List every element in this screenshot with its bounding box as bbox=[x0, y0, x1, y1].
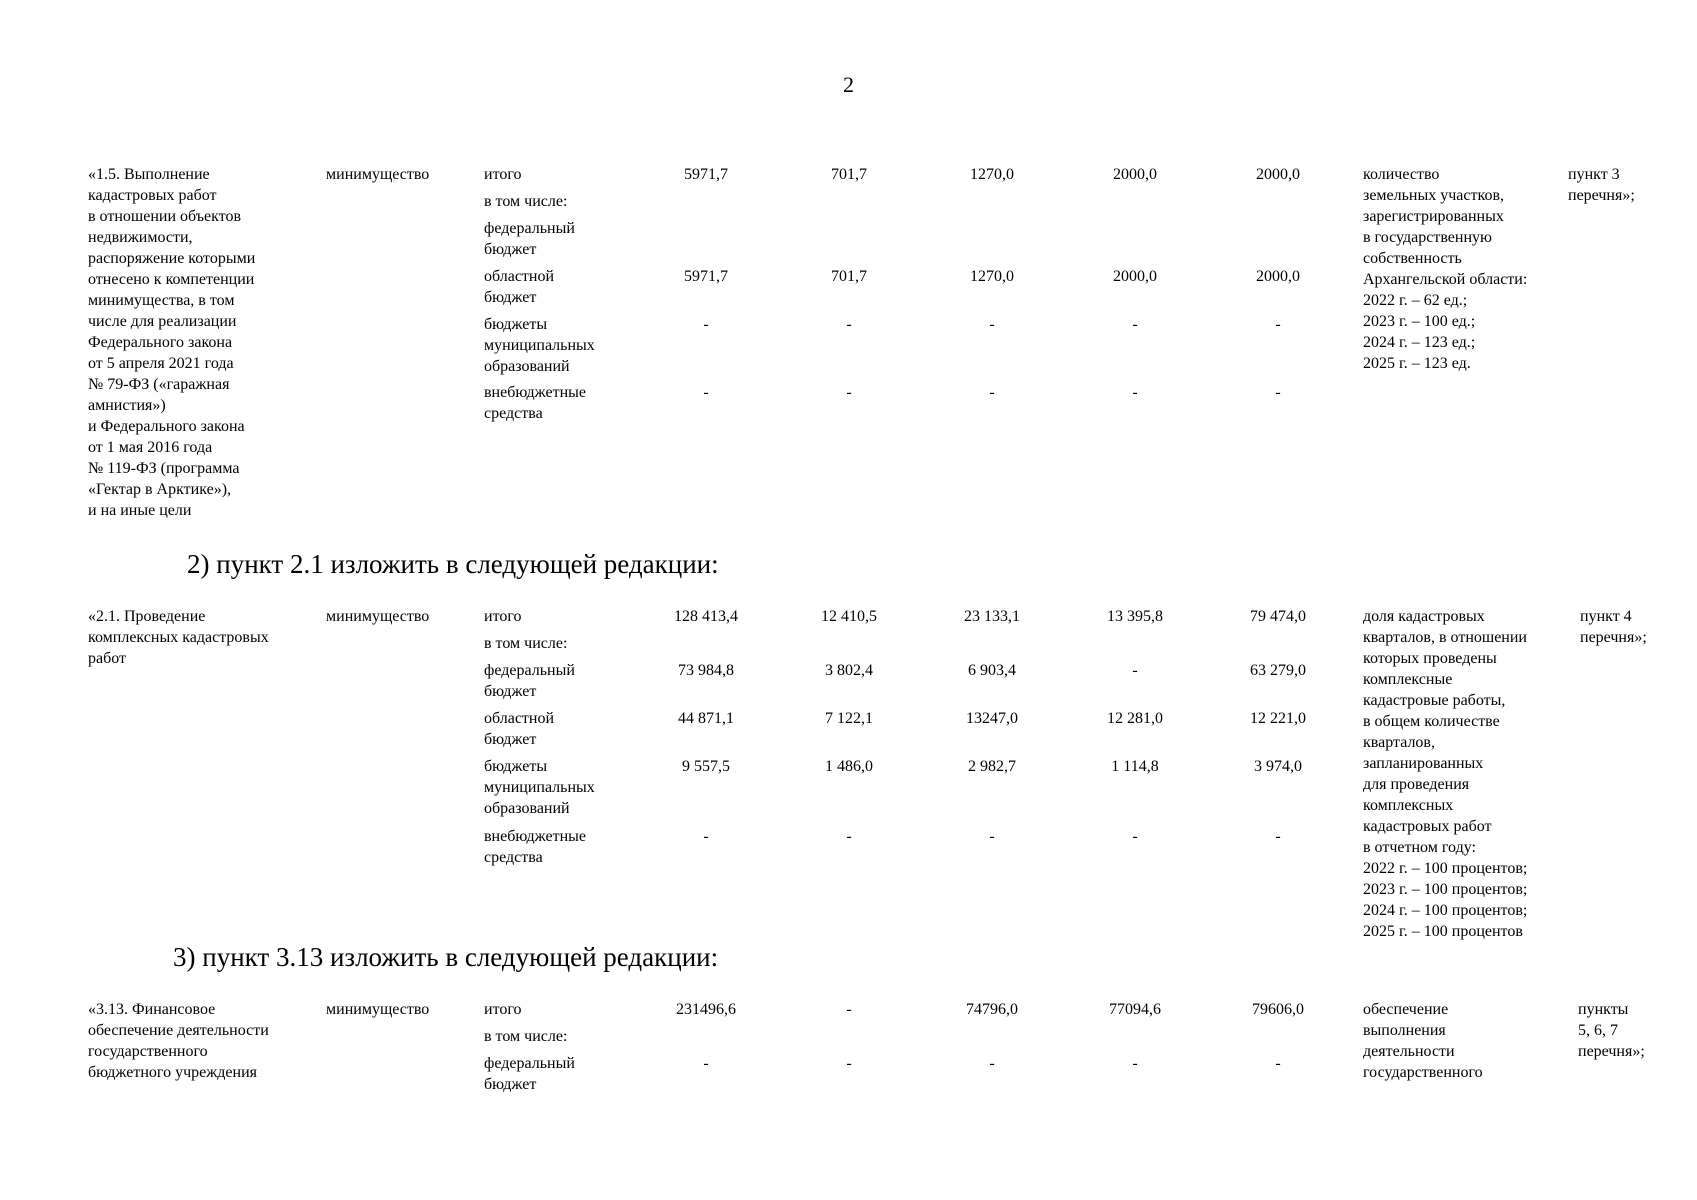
funding-value: 1270,0 bbox=[970, 166, 1014, 183]
indicator-line: кварталов, bbox=[1363, 734, 1435, 751]
list-reference-line: пункты bbox=[1578, 1001, 1629, 1018]
funding-value: 3 802,4 bbox=[825, 662, 873, 679]
funding-value: 79 474,0 bbox=[1250, 608, 1306, 625]
measure-name-line: «3.13. Финансовое bbox=[88, 1001, 216, 1018]
funding-source-line: внебюджетные bbox=[484, 384, 586, 401]
funding-value: - bbox=[989, 316, 995, 333]
measure-name-line: государственного bbox=[88, 1043, 208, 1060]
indicator-line: 2022 г. – 100 процентов; bbox=[1363, 860, 1528, 877]
indicator-line: кварталов, в отношении bbox=[1363, 629, 1527, 646]
indicator-line: деятельности bbox=[1363, 1043, 1455, 1060]
funding-source-line: муниципальных bbox=[484, 337, 595, 354]
funding-value: - bbox=[1132, 316, 1138, 333]
funding-source-line: в том числе: bbox=[484, 193, 568, 210]
list-reference-line: пункт 3 bbox=[1568, 166, 1620, 183]
funding-value: 12 410,5 bbox=[821, 608, 877, 625]
indicator-line: 2025 г. – 100 процентов bbox=[1363, 923, 1523, 940]
funding-value: - bbox=[846, 316, 852, 333]
funding-value: - bbox=[703, 828, 709, 845]
indicator-line: 2022 г. – 62 ед.; bbox=[1363, 292, 1468, 309]
funding-source-line: муниципальных bbox=[484, 779, 595, 796]
funding-source-line: областной bbox=[484, 268, 555, 285]
funding-source-line: образований bbox=[484, 800, 570, 817]
funding-source-line: в том числе: bbox=[484, 635, 568, 652]
indicator-line: кадастровые работы, bbox=[1363, 692, 1506, 709]
indicator-line: 2025 г. – 123 ед. bbox=[1363, 355, 1471, 372]
list-reference-line: перечня»; bbox=[1580, 629, 1647, 646]
measure-name-line: отнесено к компетенции bbox=[88, 271, 255, 288]
indicator-line: государственного bbox=[1363, 1064, 1483, 1081]
list-reference-line: пункт 4 bbox=[1580, 608, 1632, 625]
measure-name-line: и на иные цели bbox=[88, 502, 192, 519]
funding-source-line: бюджет bbox=[484, 1076, 537, 1093]
funding-value: 12 281,0 bbox=[1107, 710, 1163, 727]
measure-name-line: амнистия») bbox=[88, 397, 166, 414]
measure-name-line: бюджетного учреждения bbox=[88, 1064, 258, 1081]
funding-value: 7 122,1 bbox=[825, 710, 873, 727]
funding-value: - bbox=[1132, 828, 1138, 845]
indicator-line: кадастровых работ bbox=[1363, 818, 1492, 835]
funding-value: 13 395,8 bbox=[1107, 608, 1163, 625]
measure-name-line: от 5 апреля 2021 года bbox=[88, 355, 234, 372]
funding-source-line: федеральный bbox=[484, 1055, 575, 1072]
funding-value: 23 133,1 bbox=[964, 608, 1020, 625]
measure-name-line: распоряжение которыми bbox=[88, 250, 256, 267]
indicator-line: Архангельской области: bbox=[1363, 271, 1528, 288]
funding-value: 2000,0 bbox=[1256, 268, 1300, 285]
funding-value: - bbox=[703, 1055, 709, 1072]
funding-value: 2000,0 bbox=[1113, 268, 1157, 285]
indicator-line: запланированных bbox=[1363, 755, 1484, 772]
funding-value: 2 982,7 bbox=[968, 758, 1016, 775]
funding-source-line: средства bbox=[484, 405, 543, 422]
funding-value: 3 974,0 bbox=[1254, 758, 1302, 775]
funding-value: 2000,0 bbox=[1256, 166, 1300, 183]
funding-source-line: бюджеты bbox=[484, 758, 548, 775]
measure-name-line: и Федерального закона bbox=[88, 418, 245, 435]
funding-source-line: средства bbox=[484, 849, 543, 866]
indicator-line: в отчетном году: bbox=[1363, 839, 1476, 856]
measure-name-line: «2.1. Проведение bbox=[88, 608, 206, 625]
funding-source-line: бюджет bbox=[484, 241, 537, 258]
measure-name-line: № 119-ФЗ (программа bbox=[88, 460, 240, 477]
indicator-line: в государственную bbox=[1363, 229, 1492, 246]
funding-source-line: бюджеты bbox=[484, 316, 548, 333]
funding-value: 231496,6 bbox=[676, 1001, 736, 1018]
funding-value: - bbox=[846, 828, 852, 845]
funding-value: - bbox=[989, 1055, 995, 1072]
funding-value: - bbox=[846, 1001, 852, 1018]
measure-name-line: числе для реализации bbox=[88, 313, 237, 330]
measure-name-line: комплексных кадастровых bbox=[88, 629, 269, 646]
funding-value: 5971,7 bbox=[684, 166, 728, 183]
funding-value: - bbox=[846, 1055, 852, 1072]
funding-value: - bbox=[1275, 316, 1281, 333]
funding-source-line: бюджет bbox=[484, 289, 537, 306]
funding-source-line: в том числе: bbox=[484, 1028, 568, 1045]
funding-value: 5971,7 bbox=[684, 268, 728, 285]
measure-name-line: от 1 мая 2016 года bbox=[88, 439, 213, 456]
funding-value: 44 871,1 bbox=[678, 710, 734, 727]
funding-value: 73 984,8 bbox=[678, 662, 734, 679]
indicator-line: собственность bbox=[1363, 250, 1462, 267]
funding-value: 6 903,4 bbox=[968, 662, 1016, 679]
funding-value: 12 221,0 bbox=[1250, 710, 1306, 727]
funding-source-line: итого bbox=[484, 1001, 522, 1018]
measure-name-line: в отношении объектов bbox=[88, 208, 242, 225]
measure-name-line: «1.5. Выполнение bbox=[88, 166, 210, 183]
section-heading: 2) пункт 2.1 изложить в следующей редакции: bbox=[187, 549, 719, 579]
measure-name-line: кадастровых работ bbox=[88, 187, 217, 204]
measure-name-line: недвижимости, bbox=[88, 229, 193, 246]
indicator-line: доля кадастровых bbox=[1363, 608, 1485, 625]
funding-value: - bbox=[989, 828, 995, 845]
funding-value: - bbox=[703, 316, 709, 333]
indicator-line: зарегистрированных bbox=[1363, 208, 1504, 225]
measure-name-line: «Гектар в Арктике»), bbox=[88, 481, 232, 498]
funding-value: 74796,0 bbox=[966, 1001, 1018, 1018]
funding-value: - bbox=[1132, 1055, 1138, 1072]
indicator-line: 2023 г. – 100 ед.; bbox=[1363, 313, 1476, 330]
funding-source-line: федеральный bbox=[484, 220, 575, 237]
indicator-line: обеспечение bbox=[1363, 1001, 1449, 1018]
funding-value: - bbox=[703, 384, 709, 401]
measure-name-line: работ bbox=[88, 650, 127, 667]
indicator-line: 2024 г. – 100 процентов; bbox=[1363, 902, 1528, 919]
funding-source-line: итого bbox=[484, 608, 522, 625]
indicator-line: выполнения bbox=[1363, 1022, 1446, 1039]
indicator-line: для проведения bbox=[1363, 776, 1470, 793]
funding-value: 2000,0 bbox=[1113, 166, 1157, 183]
funding-value: - bbox=[1132, 384, 1138, 401]
funding-value: 77094,6 bbox=[1109, 1001, 1161, 1018]
funding-value: 13247,0 bbox=[966, 710, 1018, 727]
list-reference-line: перечня»; bbox=[1568, 187, 1635, 204]
funding-value: - bbox=[846, 384, 852, 401]
funding-source-line: областной bbox=[484, 710, 555, 727]
funding-source-line: федеральный bbox=[484, 662, 575, 679]
executor: минимущество bbox=[326, 166, 430, 183]
indicator-line: 2023 г. – 100 процентов; bbox=[1363, 881, 1528, 898]
funding-source-line: бюджет bbox=[484, 731, 537, 748]
list-reference-line: 5, 6, 7 bbox=[1578, 1022, 1618, 1039]
funding-value: 701,7 bbox=[831, 166, 867, 183]
funding-source-line: бюджет bbox=[484, 683, 537, 700]
indicator-line: комплексных bbox=[1363, 797, 1454, 814]
measure-name-line: Федерального закона bbox=[88, 334, 233, 351]
indicator-line: 2024 г. – 123 ед.; bbox=[1363, 334, 1476, 351]
funding-value: 63 279,0 bbox=[1250, 662, 1306, 679]
funding-value: 9 557,5 bbox=[682, 758, 730, 775]
funding-source-line: внебюджетные bbox=[484, 828, 586, 845]
funding-value: 701,7 bbox=[831, 268, 867, 285]
indicator-line: комплексные bbox=[1363, 671, 1453, 688]
funding-value: - bbox=[1275, 828, 1281, 845]
funding-value: 79606,0 bbox=[1252, 1001, 1304, 1018]
indicator-line: количество bbox=[1363, 166, 1440, 183]
indicator-line: земельных участков, bbox=[1363, 187, 1504, 204]
funding-source-line: итого bbox=[484, 166, 522, 183]
executor: минимущество bbox=[326, 608, 430, 625]
list-reference-line: перечня»; bbox=[1578, 1043, 1645, 1060]
indicator-line: в общем количестве bbox=[1363, 713, 1500, 730]
measure-name-line: обеспечение деятельности bbox=[88, 1022, 269, 1039]
funding-value: - bbox=[989, 384, 995, 401]
section-heading: 3) пункт 3.13 изложить в следующей редакции: bbox=[173, 942, 719, 972]
indicator-line: которых проведены bbox=[1363, 650, 1497, 667]
funding-value: - bbox=[1132, 662, 1138, 679]
page-number: 2 bbox=[843, 72, 854, 97]
measure-name-line: № 79-ФЗ («гаражная bbox=[88, 376, 230, 393]
funding-value: - bbox=[1275, 1055, 1281, 1072]
funding-value: 1 114,8 bbox=[1111, 758, 1159, 775]
funding-value: 1 486,0 bbox=[825, 758, 873, 775]
funding-source-line: образований bbox=[484, 358, 570, 375]
executor: минимущество bbox=[326, 1001, 430, 1018]
funding-value: 128 413,4 bbox=[674, 608, 738, 625]
funding-value: - bbox=[1275, 384, 1281, 401]
funding-value: 1270,0 bbox=[970, 268, 1014, 285]
measure-name-line: минимущества, в том bbox=[88, 292, 235, 309]
